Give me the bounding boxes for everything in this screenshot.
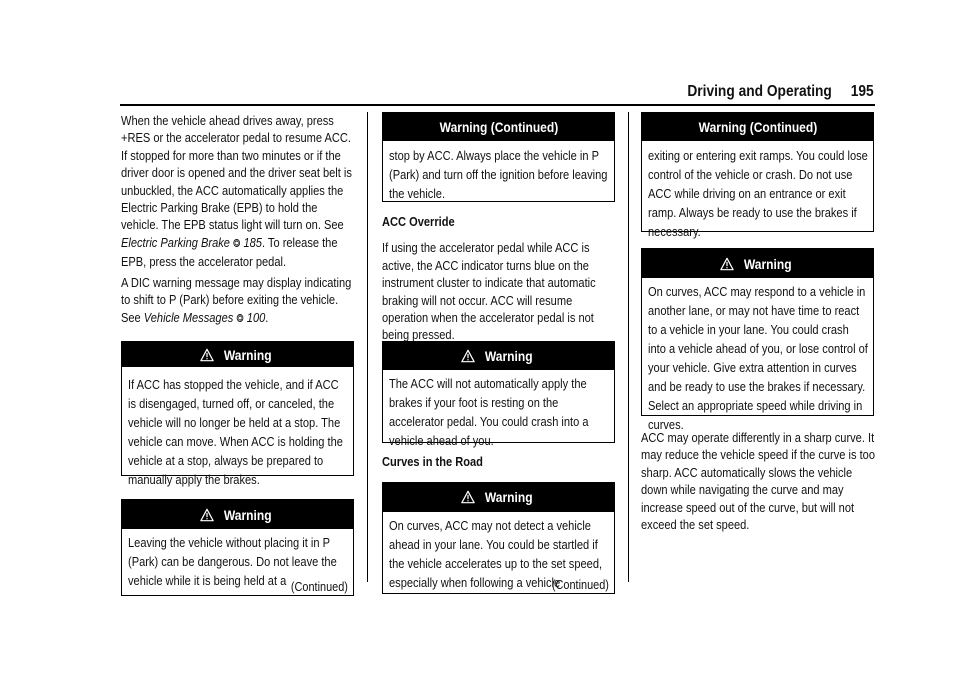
subheading-curves: Curves in the Road [382, 454, 483, 470]
warning-triangle-icon [461, 349, 475, 363]
warning-box [641, 248, 874, 432]
column-3 [641, 112, 876, 533]
warning-header [383, 483, 614, 512]
warning-box [382, 482, 615, 594]
paragraph-dic-message: A DIC warning message may display indicating to shift to P (Park) before exiting the vehicle. See Vehicle Messages ⭗ 100. [121, 275, 352, 325]
continued-label: (Continued) [551, 576, 609, 592]
warning-body: exiting or entering exit ramps. You could lose control of the vehicle or crash. Do not use ACC while driving on an entrance or exit ramp. Always be ready to use the brakes if necessary. [648, 148, 868, 239]
paragraph-acc-override: If using the accelerator pedal while ACC is active, the ACC indicator turns blue on the instrument cluster to indicate that automatic braking will not occur. ACC will resume operation when the accelerator pedal is not being pressed. [382, 240, 596, 343]
subheading-acc-override: ACC Override [382, 214, 455, 229]
warning-header [642, 113, 873, 141]
page-ref-100[interactable]: 100 [246, 309, 266, 325]
page-header [688, 83, 874, 101]
warning-body: The ACC will not automatically apply the brakes if your foot is resting on the accelerator pedal. You could crash into a vehicle ahead of you. [389, 376, 589, 449]
warning-title: Warning (Continued) [439, 119, 558, 135]
warning-body: stop by ACC. Always place the vehicle in P (Park) and turn off the ignition before leaving the vehicle. [389, 148, 608, 201]
warning-header [122, 342, 353, 367]
page-ref-185[interactable]: 185 [243, 234, 262, 250]
warning-title: Warning [223, 346, 272, 363]
page-reference-icon: ⭗ [236, 312, 244, 325]
warning-body: Leaving the vehicle without placing it in P (Park) can be dangerous. Do not leave the vehicle while it is being held at a [128, 535, 337, 588]
warning-title: Warning [484, 489, 533, 506]
page-reference-icon: ⭗ [233, 237, 241, 250]
column-2 [382, 112, 617, 594]
warning-body: On curves, ACC may not detect a vehicle ahead in your lane. You could be startled if the vehicle accelerates up to the set speed, especially when following a vehicle [389, 517, 603, 590]
paragraph-resume: When the vehicle ahead drives away, press +RES or the accelerator pedal to resume ACC. If stopped for more than two minutes or if the driver door is opened and the driver seat belt is unbuckled, the ACC automatically applies the Electric Parking Brake (EPB) to hold the vehicle. The EPB status light will turn on. See Electric Parking Brake ⭗ 185. To release the EPB, press the accelerator pedal. [121, 113, 352, 270]
warning-header [642, 249, 873, 278]
page-number: 195 [851, 83, 874, 100]
warning-continued-box [641, 112, 874, 239]
paragraph-sharp-curve: ACC may operate differently in a sharp curve. It may reduce the vehicle speed if the curve is too sharp. ACC automatically slows the vehicle down while navigating the curve and may increase speed out of the curve, but will not exceed the set speed. [641, 430, 875, 533]
continued-label: (Continued) [290, 579, 348, 594]
warning-header [122, 500, 353, 529]
warning-continued-box [382, 112, 615, 202]
warning-header [383, 342, 614, 370]
warning-body: On curves, ACC may respond to a vehicle in another lane, or may not have time to react to a vehicle in your lane. You could crash into a vehicle ahead of you, or lose control of your vehicle. Give extra attention in curves and be ready to use the brakes if necessary. Select an appropriate speed while driving in curves. [648, 284, 868, 432]
warning-triangle-icon [720, 257, 734, 271]
warning-title: Warning (Continued) [698, 119, 817, 135]
column-divider-2 [628, 112, 629, 582]
column-1 [121, 112, 356, 596]
header-rule [120, 104, 875, 106]
warning-triangle-icon [200, 348, 214, 362]
warning-title: Warning [743, 255, 792, 272]
link-vehicle-messages[interactable]: Vehicle Messages [143, 309, 234, 325]
warning-header [383, 113, 614, 141]
warning-body: If ACC has stopped the vehicle, and if ACC is disengaged, turned off, or canceled, the vehicle will no longer be held at a stop. The vehicle can move. When ACC is holding the vehicle at a stop, always be prepared to manually apply the brakes. [128, 377, 343, 487]
warning-triangle-icon [200, 508, 214, 522]
warning-box [121, 499, 354, 596]
column-divider-1 [367, 112, 368, 582]
warning-triangle-icon [461, 490, 475, 504]
link-electric-parking-brake[interactable]: Electric Parking Brake [121, 234, 230, 250]
warning-title: Warning [223, 506, 272, 523]
warning-box [382, 341, 615, 449]
warning-box [121, 341, 354, 487]
section-title: Driving and Operating [687, 83, 833, 100]
warning-title: Warning [484, 348, 533, 365]
